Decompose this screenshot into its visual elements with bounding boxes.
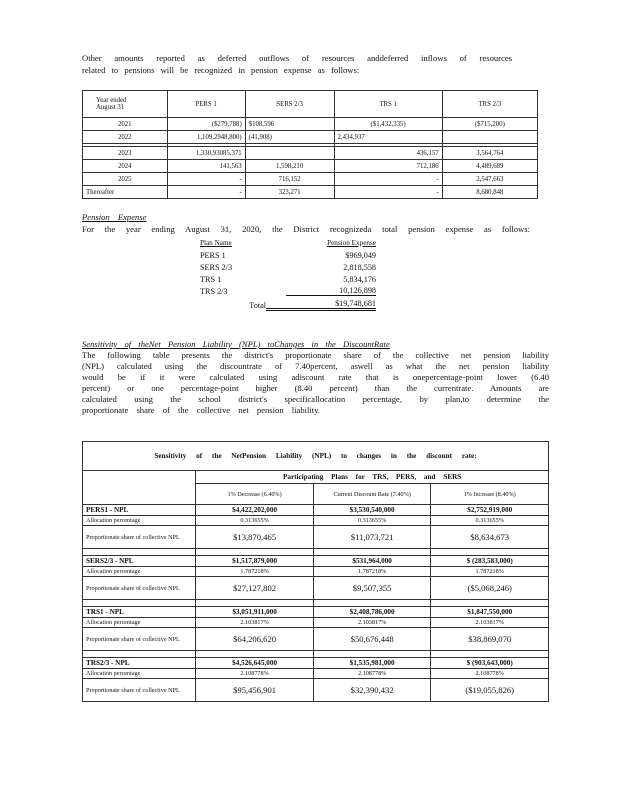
plan-name: TRS 1 xyxy=(200,274,222,284)
value-cell: 3,564,764 xyxy=(442,147,537,160)
plan-expense: 10,126,898 xyxy=(286,286,376,296)
total-amount: $19,748,681 xyxy=(266,299,376,311)
value-cell: 436,157 xyxy=(334,147,442,160)
plan-expense: 5,834,176 xyxy=(343,274,376,284)
total-label: Total xyxy=(249,300,266,310)
plan-header: TRS 2/3 xyxy=(442,91,537,118)
allocation-row xyxy=(83,516,549,526)
plan-name: TRS 2/3 xyxy=(200,286,228,296)
plan-expense: $969,049 xyxy=(345,250,376,260)
npl-value: $2,752,919,000 xyxy=(431,505,549,516)
allocation-value: 2.103817% xyxy=(313,618,431,628)
year-cell: Thereafter xyxy=(83,186,168,199)
allocation-value: 0.313655% xyxy=(313,516,431,526)
value-cell: 2,434,937 xyxy=(334,131,442,144)
plan-expense: 2,818,558 xyxy=(343,262,376,272)
list-item xyxy=(200,273,376,285)
table-row xyxy=(83,118,538,131)
value-cell xyxy=(442,131,537,144)
npl-value: $4,422,202,000 xyxy=(196,505,314,516)
pension-expense-sentence: For the year ending August 31, 2020, the District recognizeda total pension expense as follows: xyxy=(82,224,530,234)
npl-value: $3,530,540,000 xyxy=(313,505,431,516)
npl-row xyxy=(83,556,549,567)
paragraph-line: would be if it were calculated using adiscount rate that is onepercentage-point lower (6.40 xyxy=(82,372,549,382)
list-item xyxy=(200,285,376,297)
plan-header: TRS 1 xyxy=(334,91,442,118)
allocation-row xyxy=(83,567,549,577)
npl-value: $1,535,981,000 xyxy=(313,658,431,669)
paragraph-line: The following table presents the district's proportionate share of the collective net pension liability xyxy=(82,350,549,360)
group-label: TRS2/3 - NPL xyxy=(83,658,196,669)
share-value: $13,870,465 xyxy=(196,526,314,549)
intro-line-2: related to pensions will be recognized in pension expense as follows: xyxy=(82,65,360,75)
allocation-value: 2.103817% xyxy=(196,618,314,628)
allocation-value: 2.108778% xyxy=(313,669,431,679)
share-value: $95,456,901 xyxy=(196,679,314,702)
plan-header: SERS 2/3 xyxy=(245,91,334,118)
value-cell: 2,547,663 xyxy=(442,173,537,186)
allocation-value: 1.787218% xyxy=(313,567,431,577)
table-row xyxy=(83,131,538,144)
npl-row xyxy=(83,658,549,669)
plan-header: PERS 1 xyxy=(167,91,245,118)
paragraph-line: percent) or one percentage-point higher (8.40 percent) than the currentrate. Amounts are xyxy=(82,383,549,393)
year-cell: 2024 xyxy=(83,160,168,173)
column-header: 1% Decrease (6.40%) xyxy=(196,484,314,505)
value-cell: ($1,432,335) xyxy=(334,118,442,131)
value-cell: 141,563 xyxy=(167,160,245,173)
year-cell: 2025 xyxy=(83,173,168,186)
sensitivity-table xyxy=(82,441,549,702)
pension-expense-heading: Pension Expense xyxy=(82,212,147,222)
allocation-value: 0.313655% xyxy=(196,516,314,526)
share-value: $38,869,070 xyxy=(431,628,549,651)
share-value: $27,127,802 xyxy=(196,577,314,600)
allocation-label: Allocation percentage xyxy=(83,516,196,526)
expense-header: Pension Expense xyxy=(327,239,376,247)
share-value: $32,390,432 xyxy=(313,679,431,702)
table-row xyxy=(83,160,538,173)
table-title: Sensitivity of the NetPension Liability (NPL) to changes in the discount rate: xyxy=(83,442,549,471)
sensitivity-heading: Sensitivity of theNet Pension Liability (NPL) toChanges in the DiscountRate xyxy=(82,339,390,349)
sensitivity-paragraph xyxy=(82,350,549,416)
share-value: $64,206,620 xyxy=(196,628,314,651)
amortization-table xyxy=(82,90,538,199)
share-value: ($5,068,246) xyxy=(431,577,549,600)
group-label: PERS1 - NPL xyxy=(83,505,196,516)
year-header-line2: August 31 xyxy=(96,104,125,111)
npl-value: $4,526,645,000 xyxy=(196,658,314,669)
table-row xyxy=(83,147,538,160)
share-row xyxy=(83,628,549,651)
value-cell: - xyxy=(334,186,442,199)
year-cell: 2021 xyxy=(83,118,168,131)
value-cell: 1,330,93085,371 xyxy=(167,147,245,160)
allocation-label: Allocation percentage xyxy=(83,618,196,628)
column-header: 1% Increase (8.40%) xyxy=(431,484,549,505)
group-label: SERS2/3 - NPL xyxy=(83,556,196,567)
value-cell: 4,489,689 xyxy=(442,160,537,173)
npl-value: $3,051,911,000 xyxy=(196,607,314,618)
value-cell: 1,598,210 xyxy=(245,160,334,173)
group-label: TRS1 - NPL xyxy=(83,607,196,618)
table-row xyxy=(83,186,538,199)
paragraph-line: (NPL) calculated using the discountrate of 7.40percent, aswell as what the net pension liability xyxy=(82,361,549,371)
npl-value: $2,408,786,000 xyxy=(313,607,431,618)
intro-line-1: Other amounts reported as deferred outflows of resources anddeferred inflows of resources xyxy=(82,53,512,63)
allocation-value: 1.787218% xyxy=(431,567,549,577)
year-cell: 2023 xyxy=(83,147,168,160)
npl-value: $1,517,879,000 xyxy=(196,556,314,567)
value-cell: $108,596 xyxy=(245,118,334,131)
allocation-value: 2.108778% xyxy=(196,669,314,679)
allocation-label: Allocation percentage xyxy=(83,567,196,577)
value-cell: 323,271 xyxy=(245,186,334,199)
share-value: $8,634,673 xyxy=(431,526,549,549)
share-row xyxy=(83,577,549,600)
share-row xyxy=(83,679,549,702)
value-cell: 8,680,848 xyxy=(442,186,537,199)
list-item xyxy=(200,249,376,261)
value-cell xyxy=(245,147,334,160)
table-subtitle: Participating Plans for TRS, PERS, and SERS xyxy=(196,471,549,484)
share-label: Proportionate share of collective NPL xyxy=(83,628,196,651)
value-cell: 1,109,2948,800) xyxy=(167,131,245,144)
value-cell: - xyxy=(167,186,245,199)
column-header: Current Discount Rate (7.40%) xyxy=(313,484,431,505)
plan-name: SERS 2/3 xyxy=(200,262,233,272)
allocation-value: 2.108778% xyxy=(431,669,549,679)
value-cell: - xyxy=(334,173,442,186)
value-cell: (41,908) xyxy=(245,131,334,144)
npl-row xyxy=(83,505,549,516)
allocation-value: 0.313655% xyxy=(431,516,549,526)
allocation-value: 1.787218% xyxy=(196,567,314,577)
year-header-line1: Year ended xyxy=(96,97,127,104)
allocation-label: Allocation percentage xyxy=(83,669,196,679)
share-value: $9,507,355 xyxy=(313,577,431,600)
share-label: Proportionate share of collective NPL xyxy=(83,679,196,702)
share-row xyxy=(83,526,549,549)
value-cell: 716,152 xyxy=(245,173,334,186)
value-cell: ($279,788) xyxy=(167,118,245,131)
npl-value: $1,847,550,000 xyxy=(431,607,549,618)
share-value: $11,073,721 xyxy=(313,526,431,549)
plan-name-header: Plan Name xyxy=(200,239,232,247)
value-cell: ($715,200) xyxy=(442,118,537,131)
list-item xyxy=(200,261,376,273)
allocation-row xyxy=(83,669,549,679)
share-value: $50,676,448 xyxy=(313,628,431,651)
npl-value: $ (283,583,000) xyxy=(431,556,549,567)
npl-value: $ (903,643,000) xyxy=(431,658,549,669)
year-cell: 2022 xyxy=(83,131,168,144)
year-header xyxy=(83,91,168,118)
value-cell: 712,186 xyxy=(334,160,442,173)
share-label: Proportionate share of collective NPL xyxy=(83,577,196,600)
npl-value: $531,964,000 xyxy=(313,556,431,567)
npl-row xyxy=(83,607,549,618)
share-value: ($19,055,826) xyxy=(431,679,549,702)
table-row xyxy=(83,173,538,186)
total-row xyxy=(200,297,376,313)
pension-expense-list xyxy=(200,237,376,313)
plan-name: PERS 1 xyxy=(200,250,226,260)
share-label: Proportionate share of collective NPL xyxy=(83,526,196,549)
paragraph-line: calculated using the school district's specificallocation percentage, by plan,to determine the xyxy=(82,394,549,404)
allocation-value: 2.103817% xyxy=(431,618,549,628)
allocation-row xyxy=(83,618,549,628)
value-cell: - xyxy=(167,173,245,186)
paragraph-line: proportionate share of the collective net pension liability. xyxy=(82,405,321,415)
